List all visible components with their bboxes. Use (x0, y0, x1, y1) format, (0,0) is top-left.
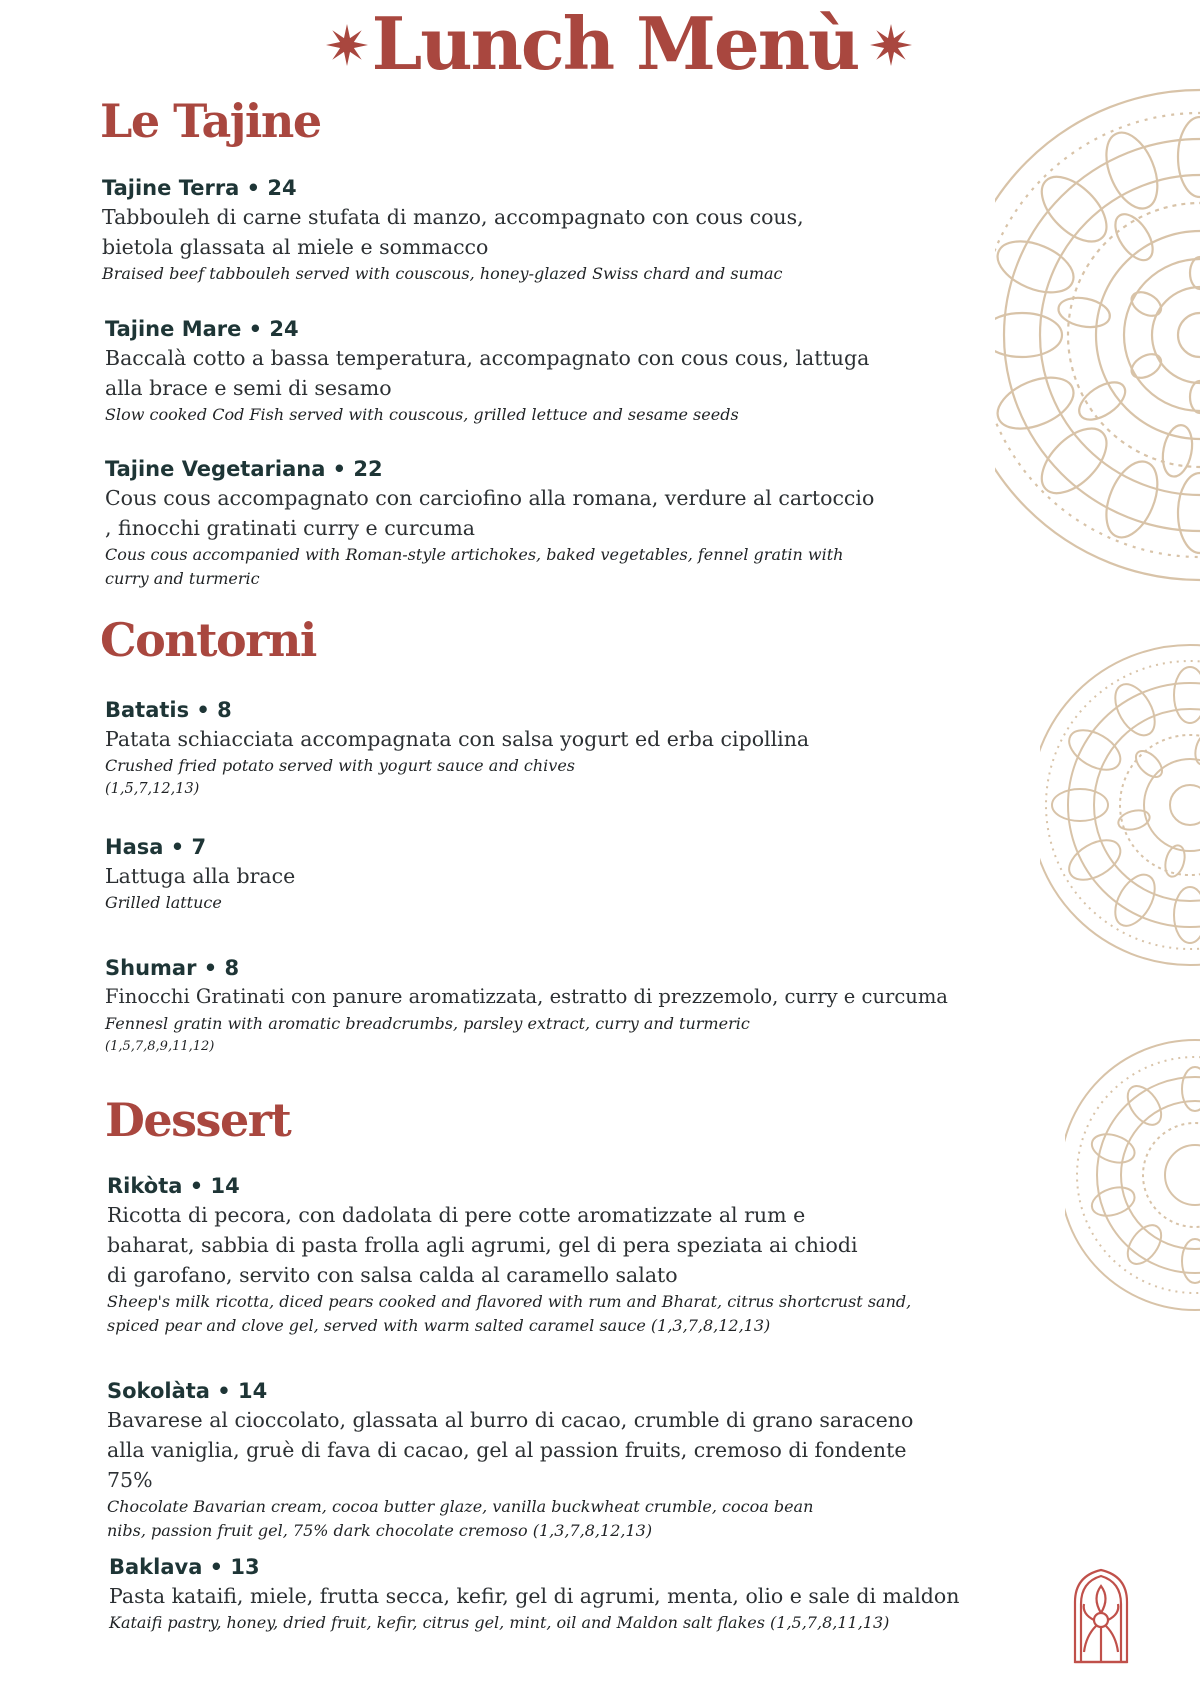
menu-item-baklava (109, 1554, 1039, 1635)
item-name: Sokolàta • 14 (107, 1379, 268, 1403)
menu-item-tajine-vegetariana (105, 456, 985, 591)
item-name: Batatis • 8 (105, 698, 232, 722)
item-name: Tajine Vegetariana • 22 (105, 457, 383, 481)
item-allergens: (1,5,7,8,9,11,12) (105, 1039, 215, 1055)
mandala-icon (1065, 1030, 1200, 1320)
mandala-icon (995, 75, 1200, 595)
item-english: Cous cous accompanied with Roman-style artichokes, baked vegetables, fennel gratin with curry and turmeric (105, 545, 844, 589)
item-name: Rikòta • 14 (107, 1174, 240, 1198)
item-name: Hasa • 7 (105, 835, 207, 859)
item-description: Lattuga alla brace (105, 864, 296, 889)
item-description: Pasta kataifi, miele, frutta secca, kefir, gel di agrumi, menta, olio e sale di maldon (109, 1584, 960, 1609)
page-title: Lunch Menù (371, 1, 859, 86)
item-name: Shumar • 8 (105, 956, 240, 980)
item-description: Finocchi Gratinati con panure aromatizzata, estratto di prezzemolo, curry e curcuma (105, 985, 948, 1009)
item-english: Braised beef tabbouleh served with couscous, honey-glazed Swiss chard and sumac (102, 264, 783, 284)
item-description: Baccalà cotto a bassa temperatura, accompagnato con cous cous, lattuga alla brace e semi di sesamo (105, 346, 870, 401)
item-name: Tajine Mare • 24 (105, 317, 299, 341)
star-ornament-icon (870, 24, 912, 66)
item-english: Fennesl gratin with aromatic breadcrumbs, parsley extract, curry and turmeric (105, 1014, 750, 1034)
item-description: Cous cous accompagnato con carciofino alla romana, verdure al cartoccio , finocchi gratinati curry e curcuma (105, 486, 875, 541)
item-english: Chocolate Bavarian cream, cocoa butter glaze, vanilla buckwheat crumble, cocoa bean nibs, passion fruit gel, 75% dark chocolate cremoso (1,3,7,8,12,13) (107, 1497, 814, 1541)
menu-item-batatis (105, 697, 985, 800)
menu-item-tajine-mare (105, 316, 985, 427)
item-description: Bavarese al cioccolato, glassata al burro di cacao, crumble di grano saraceno alla vaniglia, gruè di fava di cacao, gel al passion fruits, cremoso di fondente 75% (107, 1408, 914, 1493)
arch-logo-icon (1072, 1568, 1130, 1664)
mandala-icon (1040, 635, 1200, 975)
item-description: Patata schiacciata accompagnata con salsa yogurt ed erba cipollina (105, 727, 810, 752)
menu-item-rikota (107, 1173, 987, 1338)
item-english: Sheep's milk ricotta, diced pears cooked and flavored with rum and Bharat, citrus shortcrust sand, spiced pear and clove gel, served with warm salted caramel sauce (1,3,7,8,12,13) (107, 1292, 912, 1336)
menu-item-hasa (105, 834, 985, 915)
item-description: Tabbouleh di carne stufata di manzo, accompagnato con cous cous, bietola glassata al miele e sommacco (102, 205, 804, 260)
section-title-contorni: Contorni (100, 613, 316, 667)
menu-item-tajine-terra (102, 175, 982, 286)
item-english: Kataifi pastry, honey, dried fruit, kefir, citrus gel, mint, oil and Maldon salt flakes (1,5,7,8,11,13) (109, 1613, 890, 1633)
item-english: Crushed fried potato served with yogurt sauce and chives (105, 756, 576, 776)
item-english: Slow cooked Cod Fish served with couscous, grilled lettuce and sesame seeds (105, 405, 739, 425)
menu-item-shumar (105, 955, 1065, 1058)
item-name: Baklava • 13 (109, 1555, 260, 1579)
item-name: Tajine Terra • 24 (102, 176, 297, 200)
menu-item-sokolata (107, 1378, 987, 1543)
item-english: Grilled lattuce (105, 893, 222, 913)
item-description: Ricotta di pecora, con dadolata di pere cotte aromatizzate al rum e baharat, sabbia di pasta frolla agli agrumi, gel di pera speziata ai chiodi di garofano, servito con salsa calda al caramello salato (107, 1203, 858, 1288)
item-allergens: (1,5,7,12,13) (105, 781, 200, 798)
section-title-le-tajine: Le Tajine (100, 94, 321, 148)
section-title-dessert: Dessert (105, 1093, 291, 1147)
